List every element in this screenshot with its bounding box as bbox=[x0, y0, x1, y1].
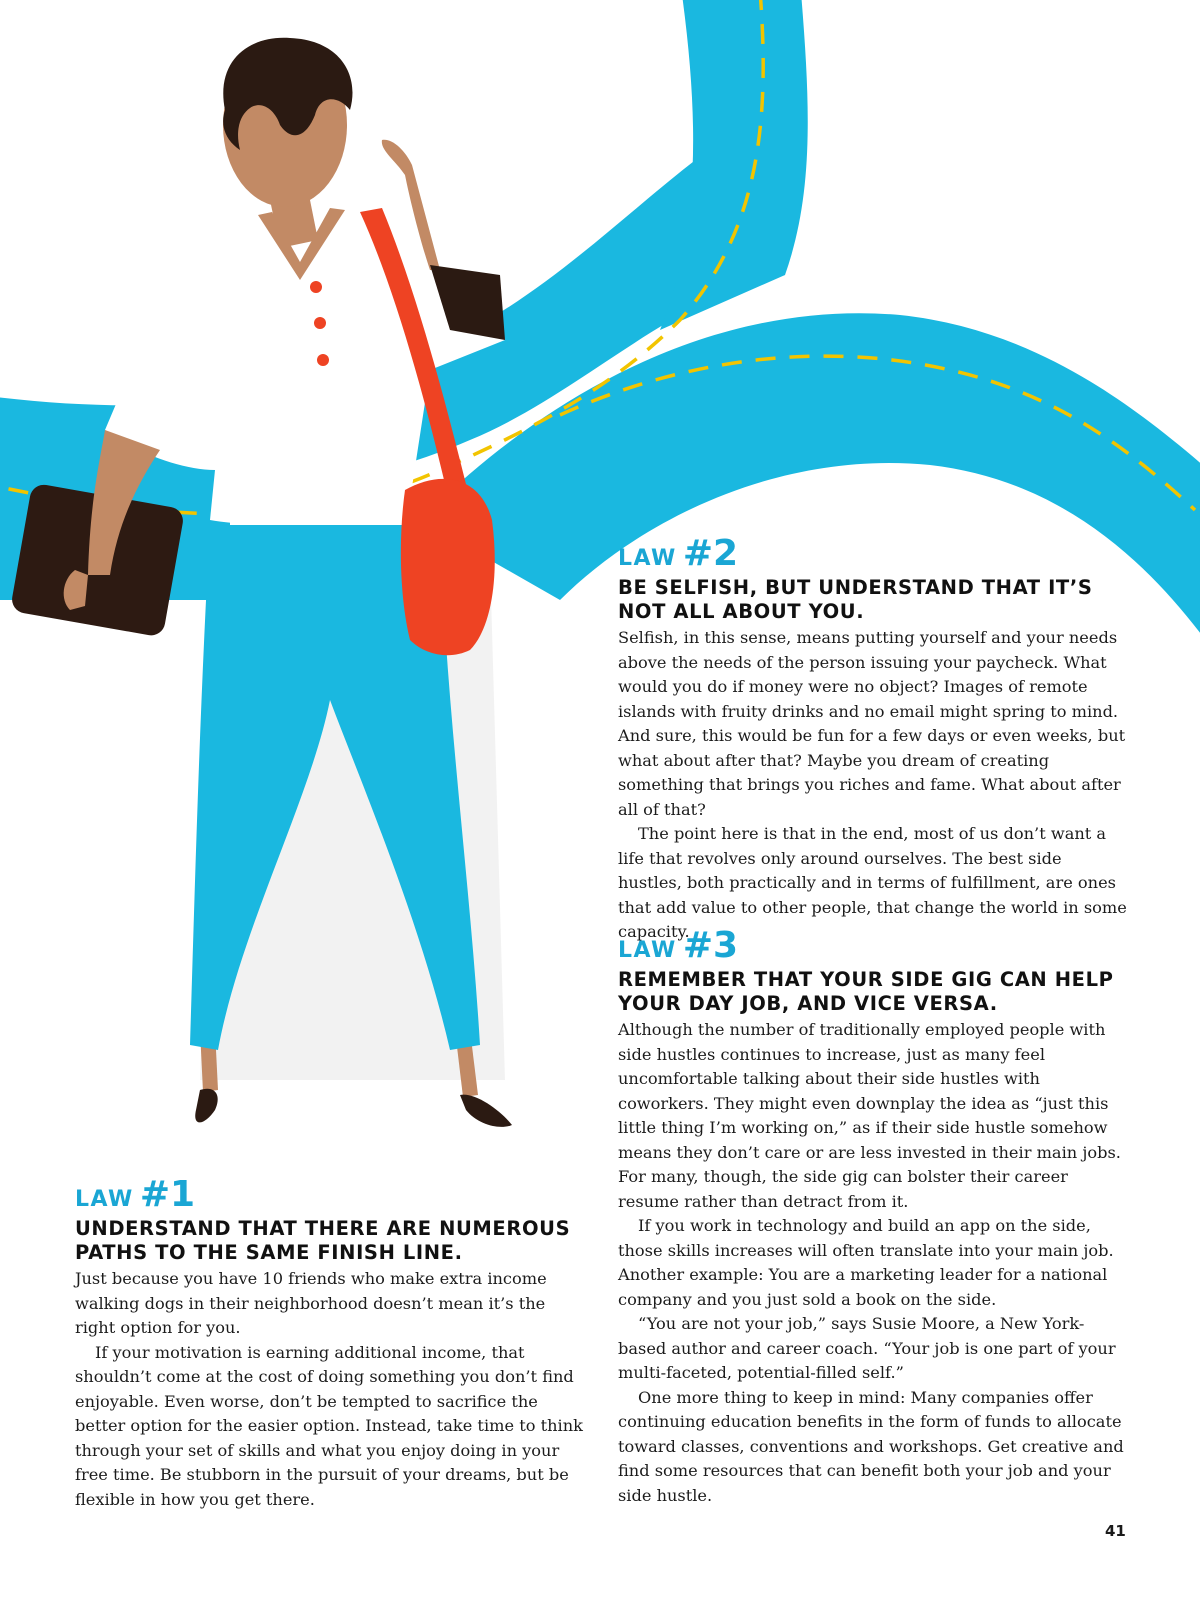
law-3-paragraph: If you work in technology and build an app on the side, those skills increases will often translate into your main job. Another example: You are a marketing leader for a national company and you just sold a book on the side. bbox=[618, 1216, 1114, 1309]
law-1-paragraph: Just because you have 10 friends who make extra income walking dogs in their neighborhood doesn’t mean it’s the right option for you. bbox=[75, 1269, 547, 1337]
law-2-heading: BE SELFISH, BUT UNDERSTAND THAT IT’S NOT ALL ABOUT YOU. bbox=[618, 576, 1093, 623]
law-3-paragraph: One more thing to keep in mind: Many companies offer continuing education benefits in the form of funds to allocate toward classes, conventions and workshops. Get creative and find some resources that can benefit both your job and your side hustle. bbox=[618, 1387, 1124, 1505]
law-1-heading: UNDERSTAND THAT THERE ARE NUMEROUS PATHS TO THE SAME FINISH LINE. bbox=[75, 1217, 571, 1264]
law-1-paragraph: If your motivation is earning additional income, that shouldn’t come at the cost of doing something you don’t find enjoyable. Even worse, don’t be tempted to sacrifice the better option for the easier option. Instead, take time to think through your set of skills and what you enjoy doing in your free time. Be stubborn in the pursuit of your dreams, but be flexible in how you get there. bbox=[75, 1342, 583, 1509]
law-2-paragraph: The point here is that in the end, most of us don’t want a life that revolves only around ourselves. The best side hustles, both practically and in terms of fulfillment, are ones that add value to other people, that change the world in some capacity. bbox=[618, 824, 1127, 941]
law-2-word: LAW bbox=[618, 546, 677, 571]
law-1-word: LAW bbox=[75, 1187, 134, 1212]
law-3-paragraph: Although the number of traditionally employed people with side hustles continues to increase, just as many feel uncomfortable talking about their side hustles with coworkers. They might even downplay the idea as “just this little thing I’m working on,” as if their side hustle somehow means they don’t care or are less invested in their main jobs. For many, though, the side gig can bolster their career resume rather than detract from it. bbox=[618, 1020, 1121, 1211]
law-3-word: LAW bbox=[618, 938, 677, 963]
law-3-number: #3 bbox=[682, 925, 739, 966]
woman-walking-icon bbox=[10, 38, 512, 1127]
law-2-section bbox=[618, 533, 1128, 945]
law-2-number: #2 bbox=[682, 533, 739, 574]
law-3-section bbox=[618, 925, 1128, 1508]
law-3-heading: REMEMBER THAT YOUR SIDE GIG CAN HELP YOUR DAY JOB, AND VICE VERSA. bbox=[618, 968, 1114, 1015]
law-3-label bbox=[618, 925, 1128, 966]
page-number: 41 bbox=[1105, 1522, 1126, 1540]
law-2-label bbox=[618, 533, 1128, 574]
law-2-paragraph: Selfish, in this sense, means putting yourself and your needs above the needs of the person issuing your paycheck. What would you do if money were no object? Images of remote islands with fruity drinks and no email might spring to mind. And sure, this would be fun for a few days or even weeks, but what about after that? Maybe you dream of creating something that brings you riches and fame. What about after all of that? bbox=[618, 628, 1126, 819]
law-3-paragraph: “You are not your job,” says Susie Moore, a New York-based author and career coach. “Your job is one part of your multi-faceted, potential-filled self.” bbox=[618, 1314, 1116, 1382]
law-1-section bbox=[75, 1174, 585, 1512]
law-1-number: #1 bbox=[139, 1174, 196, 1215]
law-1-label bbox=[75, 1174, 585, 1215]
